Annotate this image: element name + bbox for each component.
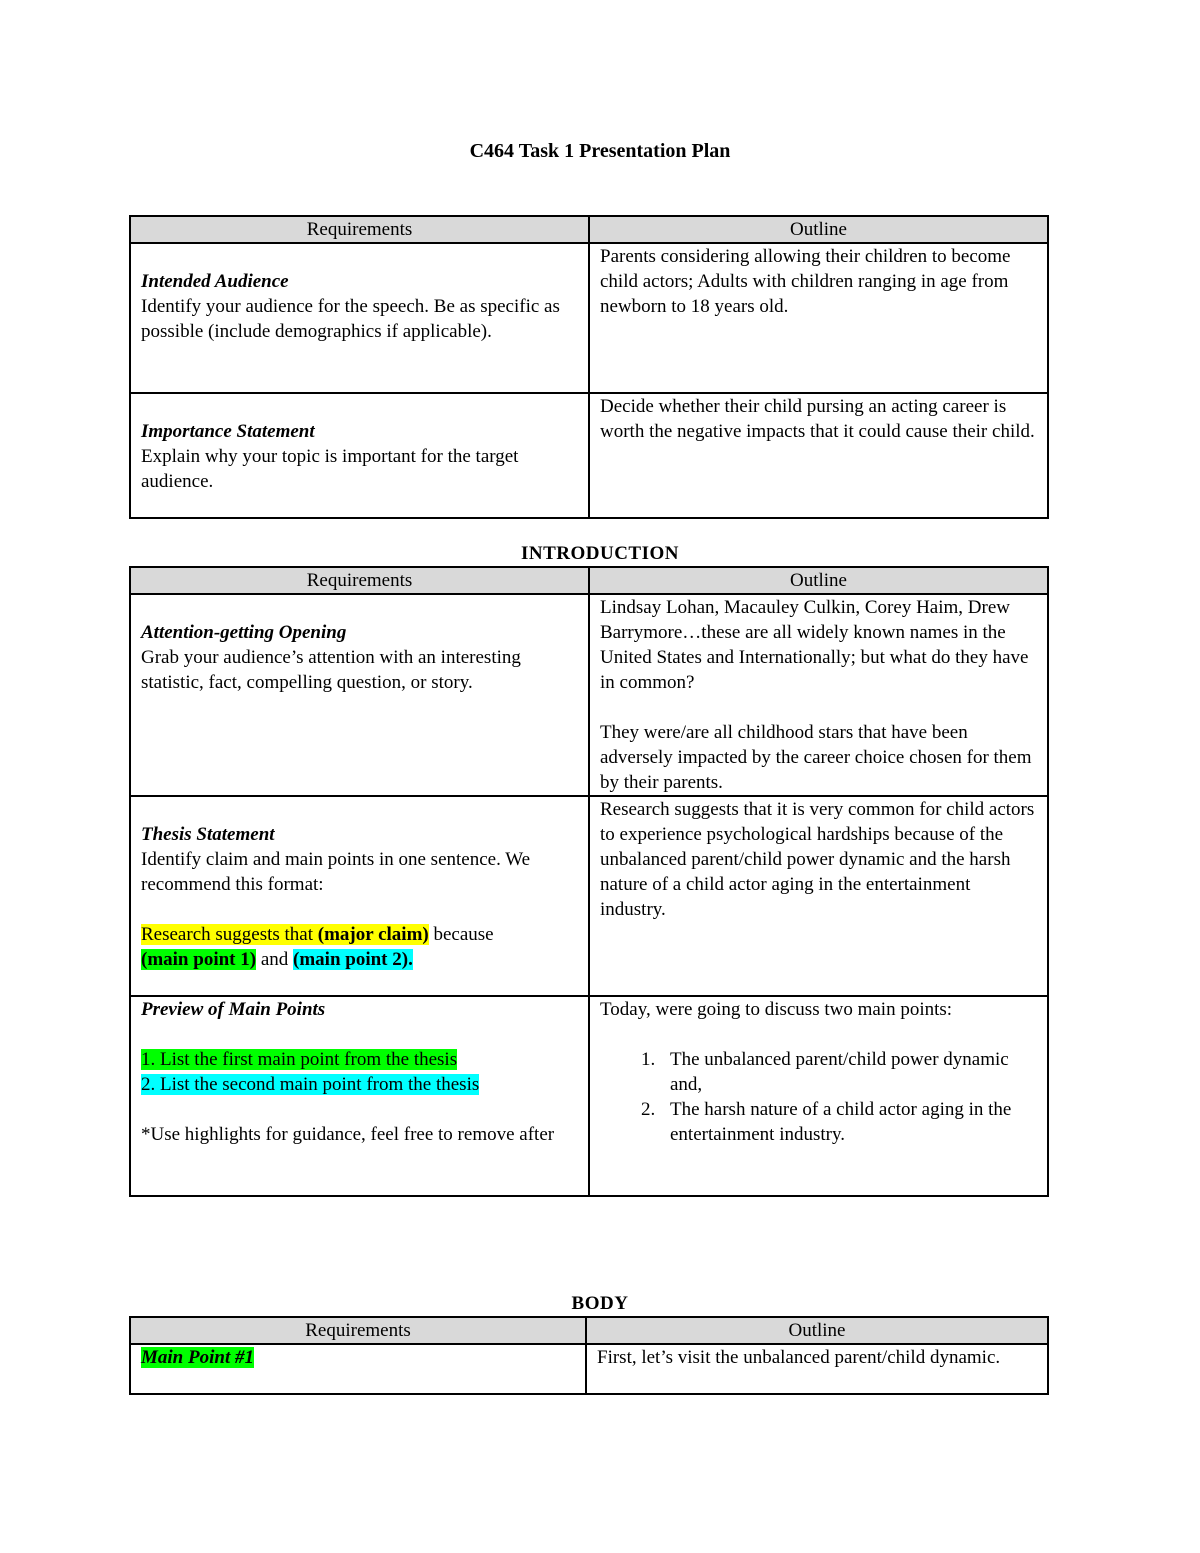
format-because: because	[428, 924, 494, 945]
preview-note: *Use highlights for guidance, feel free to remove after	[141, 1124, 555, 1145]
preview-outline-item: 1. The unbalanced parent/child power dynamic and,	[660, 1047, 1037, 1097]
requirements-header: Requirements	[130, 567, 589, 594]
preview-outline-item: 2. The harsh nature of a child actor aging in the entertainment industry.	[660, 1097, 1037, 1147]
attention-heading: Attention-getting Opening	[141, 622, 347, 643]
format-research: Research suggests that	[141, 924, 318, 945]
requirements-header: Requirements	[130, 1317, 586, 1344]
attention-requirement-cell	[130, 594, 589, 796]
importance-outline: Decide whether their child pursing an acting career is worth the negative impacts that it could cause their child.	[600, 396, 1035, 442]
main-point-1-outline-cell	[586, 1344, 1048, 1394]
body-table	[129, 1316, 1049, 1395]
attention-outline-cell	[589, 594, 1048, 796]
importance-instruction: Explain why your topic is important for the target audience.	[141, 446, 519, 492]
importance-heading: Importance Statement	[141, 421, 315, 442]
document-title: C464 Task 1 Presentation Plan	[469, 140, 731, 162]
thesis-heading: Thesis Statement	[141, 824, 275, 845]
audience-instruction: Identify your audience for the speech. Be as specific as possible (include demographics if applicable).	[141, 296, 560, 342]
audience-importance-table	[129, 215, 1049, 519]
thesis-instruction: Identify claim and main points in one sentence. We recommend this format:	[141, 849, 531, 895]
outline-header: Outline	[586, 1317, 1048, 1344]
format-and: and	[256, 949, 294, 970]
thesis-outline-cell	[589, 796, 1048, 996]
attention-outline-p2: They were/are all childhood stars that have been adversely impacted by the career choice chosen for them by their parents.	[600, 722, 1032, 793]
preview-outline-list	[600, 1047, 1037, 1147]
body-heading: BODY	[571, 1293, 629, 1314]
thesis-requirement-cell	[130, 796, 589, 996]
main-point-1-requirement-cell	[130, 1344, 586, 1394]
preview-item-1: 1. List the first main point from the thesis	[141, 1049, 458, 1070]
requirements-header: Requirements	[130, 216, 589, 243]
preview-outline-intro: Today, were going to discuss two main points:	[600, 999, 953, 1020]
audience-outline: Parents considering allowing their children to become child actors; Adults with children ranging in age from newborn to 18 years old.	[600, 246, 1011, 317]
importance-outline-cell	[589, 393, 1048, 518]
importance-requirement-cell	[130, 393, 589, 518]
main-point-1-heading: Main Point #1	[141, 1347, 254, 1368]
preview-requirement-cell	[130, 996, 589, 1196]
format-main-point-1: (main point 1)	[141, 949, 257, 970]
format-main-point-2: (main point 2).	[293, 949, 413, 970]
main-point-1-outline: First, let’s visit the unbalanced parent/child dynamic.	[597, 1347, 1001, 1368]
preview-heading: Preview of Main Points	[141, 999, 326, 1020]
audience-heading: Intended Audience	[141, 271, 289, 292]
introduction-table	[129, 566, 1049, 1197]
outline-header: Outline	[589, 567, 1048, 594]
attention-outline-p1: Lindsay Lohan, Macauley Culkin, Corey Haim, Drew Barrymore…these are all widely known names in the United States and Internationally; but what do they have in common?	[600, 597, 1029, 693]
thesis-format	[141, 922, 578, 972]
audience-requirement-cell	[130, 243, 589, 393]
audience-outline-cell	[589, 243, 1048, 393]
outline-header: Outline	[589, 216, 1048, 243]
attention-instruction: Grab your audience’s attention with an interesting statistic, fact, compelling question, or story.	[141, 647, 521, 693]
format-major-claim: (major claim)	[317, 924, 429, 945]
preview-outline-cell	[589, 996, 1048, 1196]
introduction-heading: INTRODUCTION	[520, 543, 680, 564]
preview-item-2: 2. List the second main point from the thesis	[141, 1074, 480, 1095]
thesis-outline: Research suggests that it is very common for child actors to experience psychological hardships because of the unbalanced parent/child power dynamic and the harsh nature of a child actor aging in the entertainment industry.	[600, 799, 1035, 920]
